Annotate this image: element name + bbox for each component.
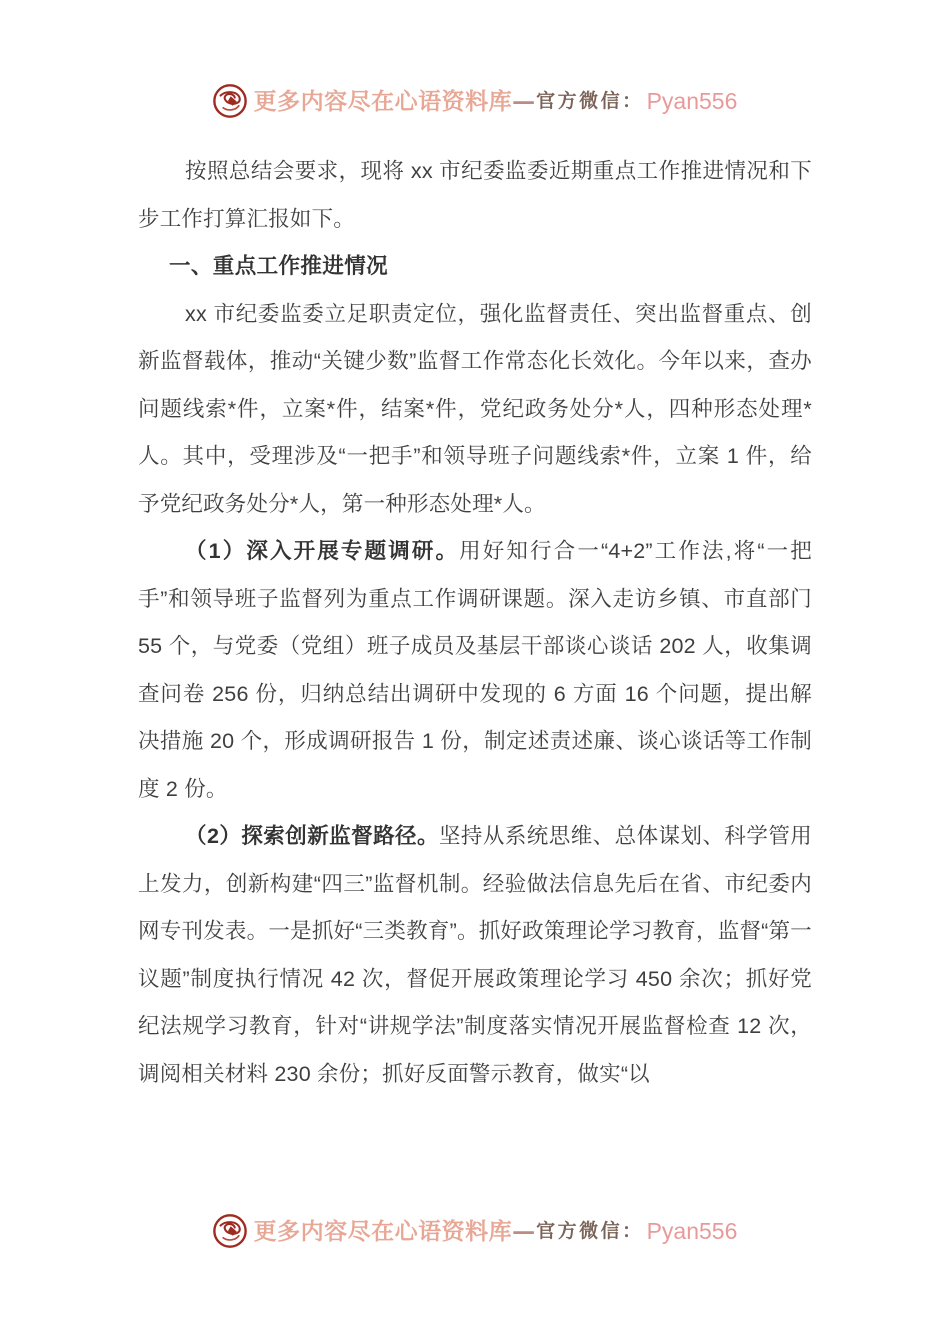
watermark-main-text: 更多内容尽在心语资料库 xyxy=(253,87,513,115)
circular-seal-logo-icon xyxy=(213,84,247,118)
watermark-dash: — xyxy=(512,87,536,115)
header-watermark xyxy=(0,84,950,118)
item-1-body: 用好知行合一“4+2”工作法,将“一把手”和领导班子监督列为重点工作调研课题。深入走访乡镇、市直部门 55 个，与党委（党组）班子成员及基层干部谈心谈话 202 人，收集调查问卷 256 份，归纳总结出调研中发现的 6 方面 16 个问题，提出解决措施 20 个，形成调研报告 1 份，制定述责述廉、谈心谈话等工作制度 2 份。 xyxy=(138,539,812,801)
circular-seal-logo-icon xyxy=(213,1214,247,1248)
watermark-wechat-handle: Pyan556 xyxy=(646,87,738,114)
watermark-wechat-handle: Pyan556 xyxy=(646,1217,738,1244)
document-content xyxy=(138,148,812,1098)
item-1-number: （1） xyxy=(185,539,247,563)
item-2-body: 坚持从系统思维、总体谋划、科学管用上发力，创新构建“四三”监督机制。经验做法信息先后在省、市纪委内网专刊发表。一是抓好“三类教育”。抓好政策理论学习教育，监督“第一议题”制度执行情况 42 次，督促开展政策理论学习 450 余次；抓好党纪法规学习教育，针对“讲规学法”制度落实情况开展监督检查 12 次，调阅相关材料 230 余份；抓好反面警示教育，做实“以 xyxy=(138,824,812,1086)
numbered-item-1 xyxy=(138,528,812,813)
intro-paragraph: 按照总结会要求，现将 xx 市纪委监委近期重点工作推进情况和下步工作打算汇报如下。 xyxy=(138,159,812,231)
item-1-lead: 深入开展专题调研。 xyxy=(246,539,460,563)
watermark-main-text: 更多内容尽在心语资料库 xyxy=(253,1217,513,1245)
item-2-lead: 探索创新监督路径。 xyxy=(241,824,439,848)
watermark-sub-text: 官方微信： xyxy=(536,1219,644,1242)
watermark-sub-text: 官方微信： xyxy=(536,89,644,112)
watermark-dash: — xyxy=(512,1217,536,1245)
section-intro-paragraph: xx 市纪委监委立足职责定位，强化监督责任、突出监督重点、创新监督载体，推动“关键少数”监督工作常态化长效化。今年以来，查办问题线索*件，立案*件，结案*件，党纪政务处分*人，四种形态处理*人。其中，受理涉及“一把手”和领导班子问题线索*件，立案 1 件，给予党纪政务处分*人，第一种形态处理*人。 xyxy=(138,301,812,516)
footer-watermark xyxy=(0,1214,950,1248)
numbered-item-2 xyxy=(138,813,812,1098)
section-heading: 一、重点工作推进情况 xyxy=(169,254,389,278)
item-2-number: （2） xyxy=(185,824,242,848)
